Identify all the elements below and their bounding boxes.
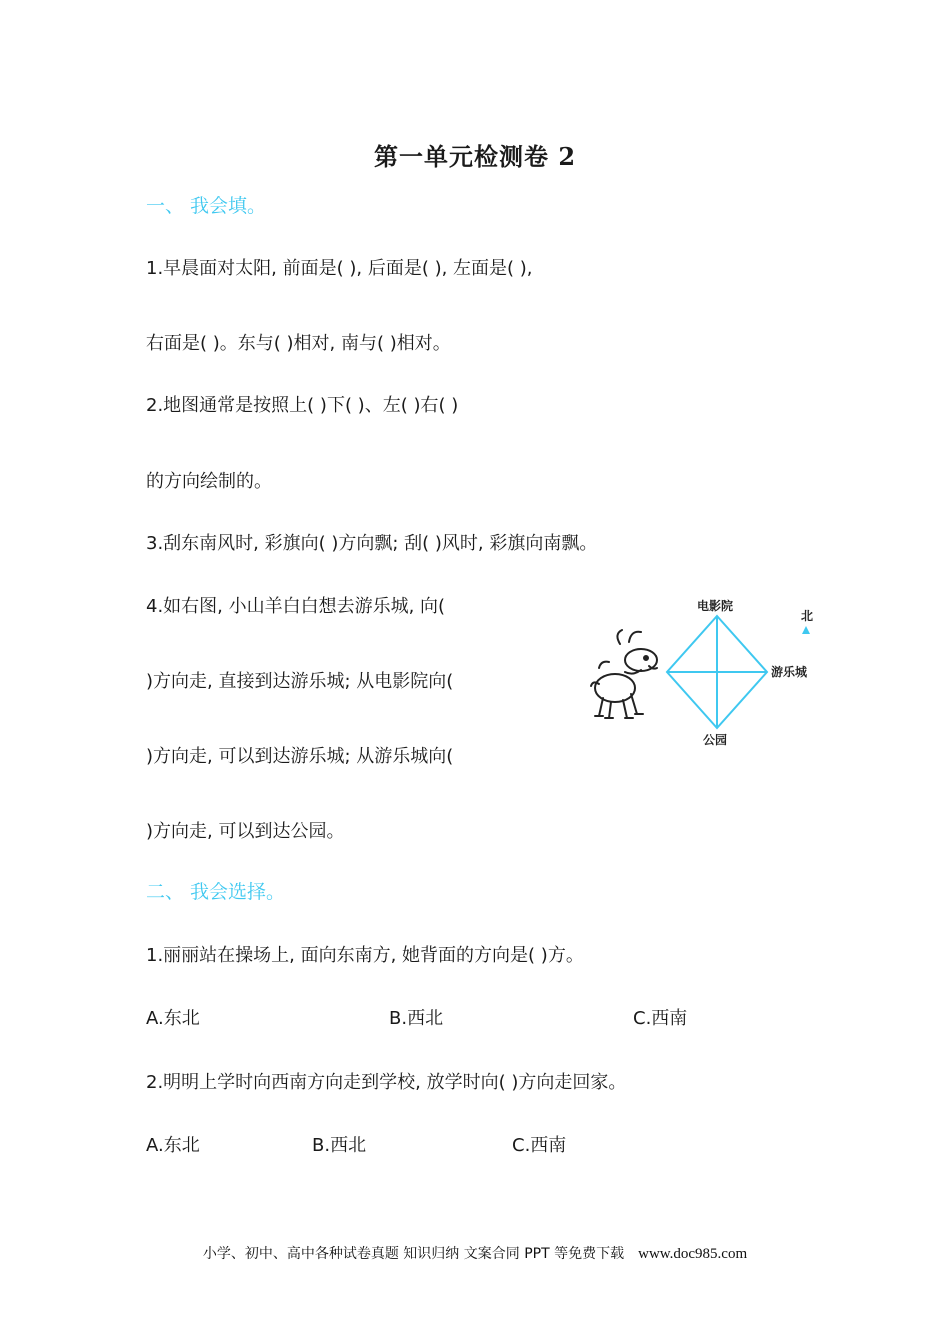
footer-text: 小学、初中、高中各种试卷真题 知识归纳 文案合同 PPT 等免费下载 [202, 1246, 625, 1262]
section-heading-choice: 二、 我会选择。 [146, 881, 286, 903]
choice-question-1: 1.丽丽站在操场上, 面向东南方, 她背面的方向是( )方。 [146, 945, 584, 966]
footer [0, 1243, 950, 1263]
choice-1-option-c: C.西南 [633, 1008, 688, 1029]
label-amusement-park: 游乐城 [771, 665, 808, 679]
map-diamond [667, 616, 767, 728]
question-4-line-2: )方向走, 直接到达游乐城; 从电影院向( [146, 671, 454, 692]
question-1-line-2: 右面是( )。东与( )相对, 南与( )相对。 [146, 333, 451, 354]
label-north: 北 [801, 609, 814, 623]
page-title: 第一单元检测卷 2 [373, 142, 577, 171]
question-4-line-4: )方向走, 可以到达公园。 [146, 821, 345, 842]
choice-1-option-a: A.东北 [146, 1008, 200, 1029]
direction-map-figure [585, 592, 825, 752]
question-1-line-1: 1.早晨面对太阳, 前面是( ), 后面是( ), 左面是( ), [146, 258, 533, 279]
question-2-line-1: 2.地图通常是按照上( )下( )、左( )右( ) [146, 395, 459, 416]
choice-2-option-c: C.西南 [512, 1135, 567, 1156]
choice-1-option-b: B.西北 [389, 1008, 444, 1029]
section-heading-fill: 一、 我会填。 [146, 195, 267, 217]
question-4-line-3: )方向走, 可以到达游乐城; 从游乐城向( [146, 746, 454, 767]
question-2-line-2: 的方向绘制的。 [146, 471, 272, 492]
label-cinema: 电影院 [697, 599, 734, 613]
question-3: 3.刮东南风时, 彩旗向( )方向飘; 刮( )风时, 彩旗向南飘。 [146, 533, 598, 554]
choice-2-option-b: B.西北 [312, 1135, 367, 1156]
footer-site-link[interactable]: www.doc985.com [638, 1246, 748, 1262]
question-4-line-1: 4.如右图, 小山羊白白想去游乐城, 向( [146, 596, 446, 617]
goat-icon [591, 630, 657, 718]
label-park: 公园 [703, 733, 728, 747]
choice-2-option-a: A.东北 [146, 1135, 200, 1156]
choice-question-2: 2.明明上学时向西南方向走到学校, 放学时向( )方向走回家。 [146, 1072, 627, 1093]
north-arrow-icon [802, 626, 810, 634]
